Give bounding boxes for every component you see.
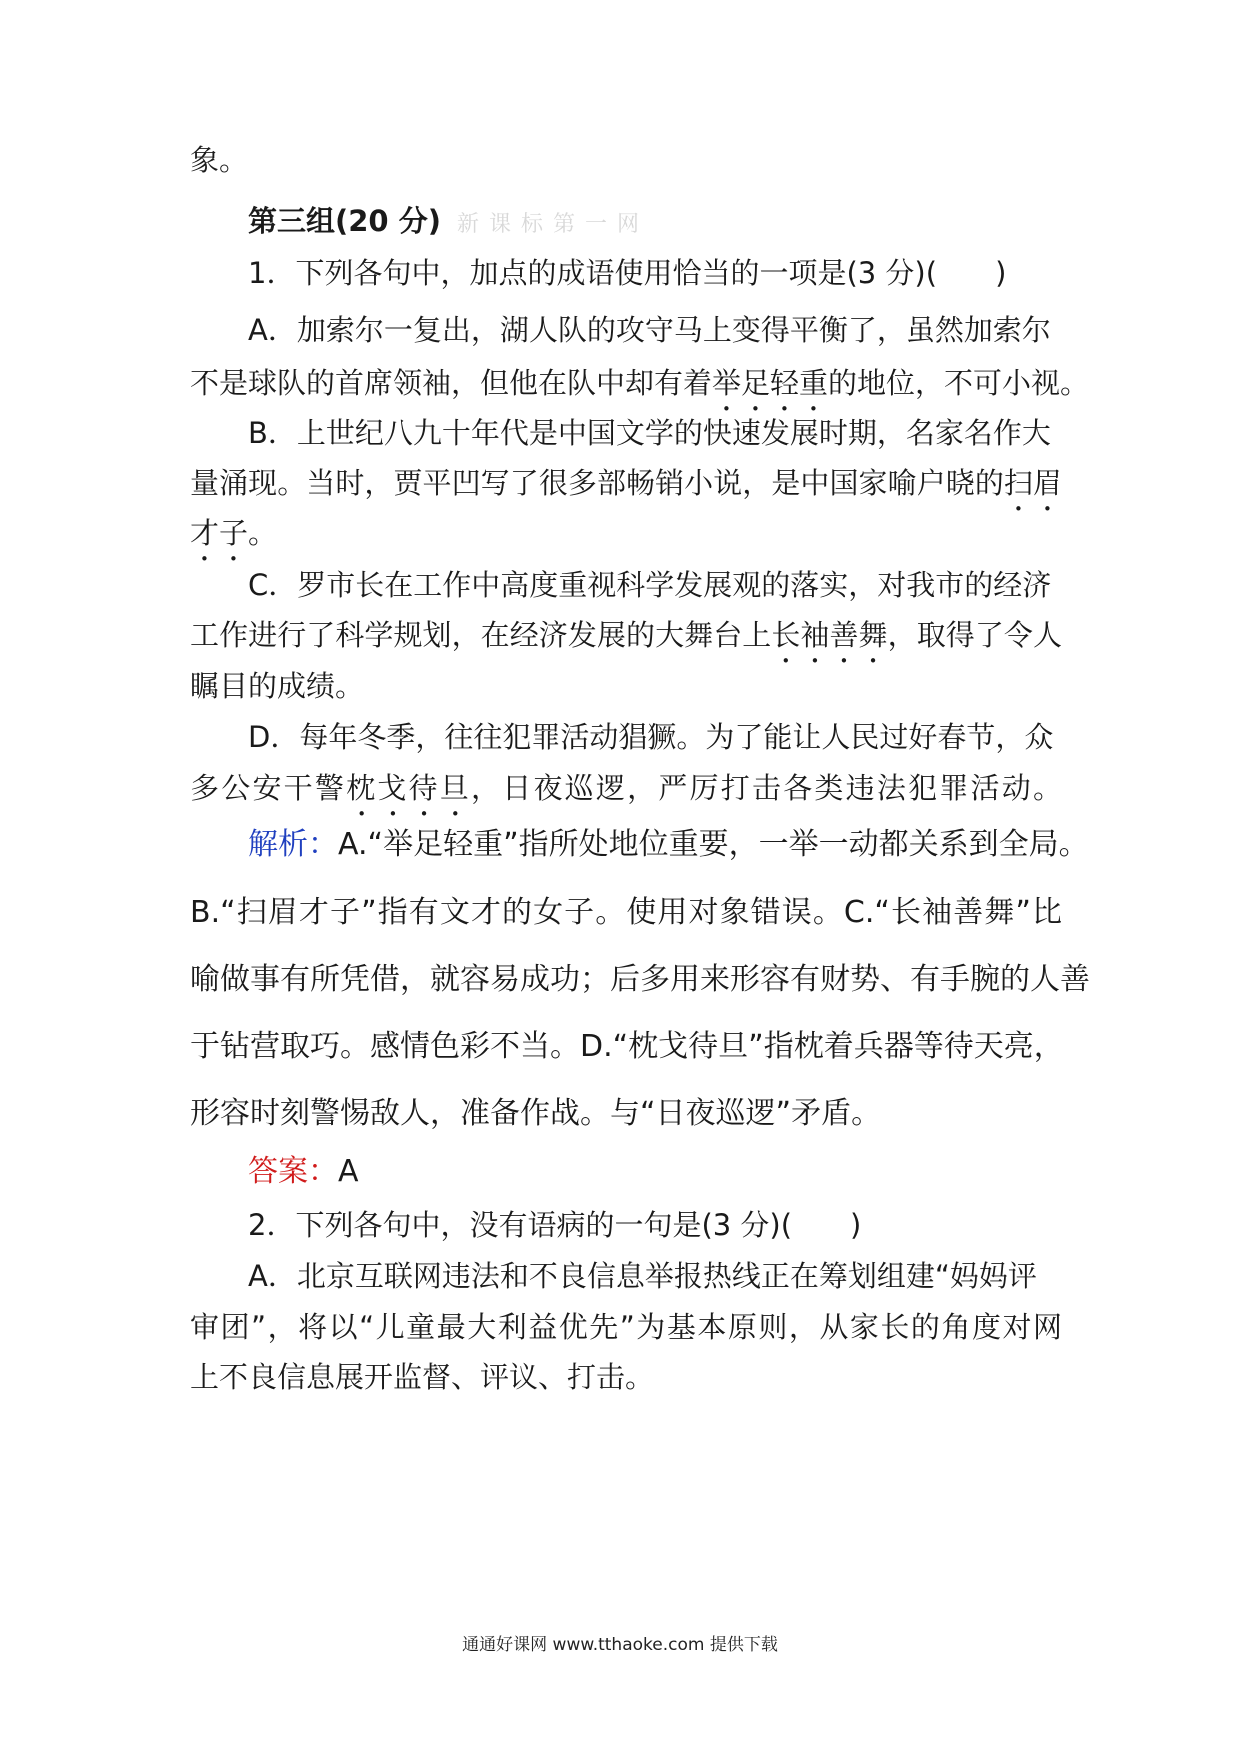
analysis-line-5: 形容时刻警惕敌人，准备作战。与“日夜巡逻”矛盾。 bbox=[190, 1096, 882, 1131]
analysis-line-1 bbox=[248, 825, 1089, 865]
q2-option-a-line-2: 审团”，将以“儿童最大利益优先”为基本原则，从家长的角度对网 bbox=[190, 1310, 1062, 1344]
previous-paragraph-end: 象。 bbox=[190, 143, 249, 177]
q1-option-c-line-2 bbox=[190, 615, 1062, 670]
group-title: 第三组(20 分) bbox=[248, 204, 441, 238]
dotted-idiom: 扫眉 bbox=[1003, 466, 1062, 500]
text-span: 的地位，不可小视。 bbox=[828, 366, 1090, 400]
analysis-line-4: 于钻营取巧。感情色彩不当。D.“枕戈待旦”指枕着兵器等待天亮， bbox=[190, 1029, 1064, 1064]
answer-label: 答案： bbox=[248, 1154, 338, 1189]
dotted-idiom: 长袖善舞 bbox=[771, 618, 888, 652]
q1-option-b-line-3 bbox=[190, 513, 277, 568]
q1-option-d-line-2 bbox=[190, 768, 1062, 823]
text-span: ，取得了令人 bbox=[887, 618, 1062, 652]
watermark-text: 新课标第一网 bbox=[456, 212, 649, 237]
q1-option-c-line-1: C．罗市长在工作中高度重视科学发展观的落实，对我市的经济 bbox=[248, 568, 1052, 602]
question-1-stem: 1．下列各句中，加点的成语使用恰当的一项是(3 分)( ) bbox=[248, 256, 1007, 290]
group-heading bbox=[248, 201, 649, 245]
q2-option-a-line-3: 上不良信息展开监督、评议、打击。 bbox=[190, 1360, 655, 1394]
analysis-line-3: 喻做事有所凭借，就容易成功；后多用来形容有财势、有手腕的人善 bbox=[190, 962, 1090, 997]
q1-option-b-line-2 bbox=[190, 463, 1062, 518]
text-span: ，日夜巡逻，严厉打击各类违法犯罪活动。 bbox=[471, 771, 1062, 805]
q1-option-a-line-1: A．加索尔一复出，湖人队的攻守马上变得平衡了，虽然加索尔 bbox=[248, 313, 1051, 347]
text-span: 量涌现。当时，贾平凹写了很多部畅销小说，是中国家喻户晓的 bbox=[190, 466, 1004, 500]
q1-option-c-line-3: 瞩目的成绩。 bbox=[190, 669, 365, 703]
q1-option-a-line-2 bbox=[190, 363, 1090, 418]
q2-option-a-line-1: A．北京互联网违法和不良信息举报热线正在筹划组建“妈妈评 bbox=[248, 1259, 1037, 1293]
analysis-text: A.“举足轻重”指所处地位重要，一举一动都关系到全局。 bbox=[338, 827, 1089, 862]
text-span: 工作进行了科学规划，在经济发展的大舞台上 bbox=[190, 618, 772, 652]
analysis-label: 解析： bbox=[248, 827, 338, 862]
dotted-idiom: 才子 bbox=[190, 516, 249, 550]
q1-option-b-line-1: B．上世纪八九十年代是中国文学的快速发展时期，名家名作大 bbox=[248, 416, 1051, 450]
dotted-idiom: 枕戈待旦 bbox=[346, 771, 471, 805]
analysis-line-2: B.“扫眉才子”指有文才的女子。使用对象错误。C.“长袖善舞”比 bbox=[190, 895, 1062, 930]
text-span: 多公安干警 bbox=[190, 771, 347, 805]
answer-line bbox=[248, 1152, 359, 1192]
text-span: 不是球队的首席领袖，但他在队中却有着 bbox=[190, 366, 713, 400]
dotted-idiom: 举足轻重 bbox=[712, 366, 829, 400]
answer-value: A bbox=[338, 1154, 359, 1189]
text-span: 。 bbox=[248, 516, 278, 550]
q1-option-d-line-1: D．每年冬季，往往犯罪活动猖獗。为了能让人民过好春节，众 bbox=[248, 720, 1054, 754]
question-2-stem: 2．下列各句中，没有语病的一句是(3 分)( ) bbox=[248, 1208, 862, 1242]
page-footer: 通通好课网 www.tthaoke.com 提供下载 bbox=[462, 1635, 778, 1655]
